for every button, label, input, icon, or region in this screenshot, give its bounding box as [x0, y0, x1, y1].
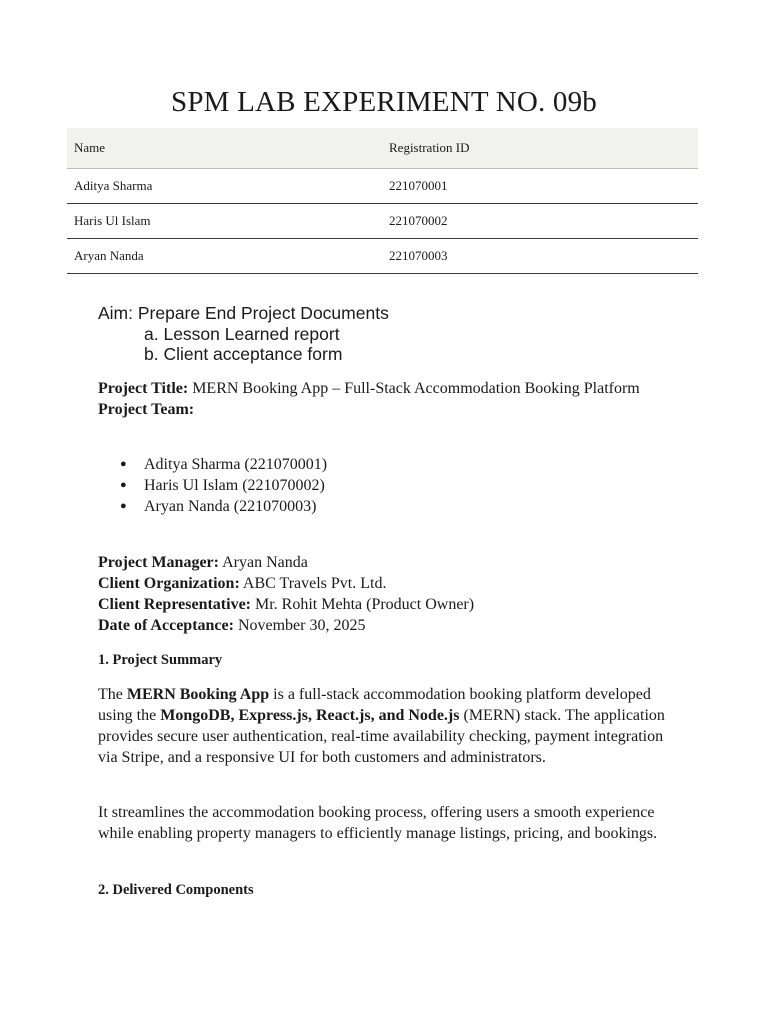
list-item: ● Aditya Sharma (221070001)	[120, 454, 327, 475]
project-details-block	[98, 552, 678, 636]
aim-section	[98, 303, 389, 365]
date-of-acceptance-label: Date of Acceptance:	[98, 617, 234, 634]
date-of-acceptance-line	[98, 615, 678, 636]
members-table	[67, 128, 698, 274]
cell-name: Aryan Nanda	[67, 239, 382, 274]
project-title-line	[98, 378, 678, 399]
project-manager-line	[98, 552, 678, 573]
delivered-components-heading: 2. Delivered Components	[98, 882, 254, 898]
project-title-label: Project Title:	[98, 380, 189, 397]
summary-stack: MongoDB, Express.js, React.js, and Node.js	[160, 707, 460, 724]
project-summary-paragraph-2	[98, 802, 670, 844]
cell-registration-id: 221070003	[382, 239, 698, 274]
client-representative-label: Client Representative:	[98, 596, 251, 613]
project-manager-value: Aryan Nanda	[218, 554, 308, 571]
summary-text: is a full-stack accommodation booking platform developed using the	[98, 686, 651, 724]
project-team-label: Project Team:	[98, 401, 195, 418]
aim-item-client-acceptance: b. Client acceptance form	[144, 344, 343, 364]
table-header-row	[67, 128, 698, 169]
cell-name: Haris Ul Islam	[67, 204, 382, 239]
header-name: Name	[67, 128, 382, 169]
table-row	[67, 239, 698, 274]
summary-app-name: MERN Booking App	[126, 686, 270, 703]
team-list	[120, 454, 327, 517]
table-row	[67, 204, 698, 239]
cell-registration-id: 221070002	[382, 204, 698, 239]
client-organization-label: Client Organization:	[98, 575, 240, 592]
project-manager-label: Project Manager:	[98, 554, 219, 571]
project-summary-paragraph-1	[98, 684, 670, 768]
client-representative-line	[98, 594, 678, 615]
list-item: ● Aryan Nanda (221070003)	[120, 496, 327, 517]
aim-item-lesson-learned: a. Lesson Learned report	[144, 323, 340, 344]
aim-line: Aim: Prepare End Project Documents	[98, 303, 389, 323]
summary-text: It streamlines the accommodation booking process, offering users a smooth experience while enabling property managers to efficiently manage listings, pricing, and bookings.	[98, 804, 658, 842]
table-row	[67, 169, 698, 204]
client-representative-value: Mr. Rohit Mehta (Product Owner)	[251, 596, 475, 613]
list-item: ● Haris Ul Islam (221070002)	[120, 475, 327, 496]
date-of-acceptance-value: November 30, 2025	[233, 617, 366, 634]
client-organization-value: ABC Travels Pvt. Ltd.	[239, 575, 387, 592]
project-summary-heading: 1. Project Summary	[98, 652, 223, 668]
page-title: SPM LAB EXPERIMENT NO. 09b	[170, 86, 597, 118]
header-registration-id: Registration ID	[382, 128, 698, 169]
cell-registration-id: 221070001	[382, 169, 698, 204]
client-organization-line	[98, 573, 678, 594]
project-title-block	[98, 378, 678, 420]
project-team-line	[98, 399, 678, 420]
cell-name: Aditya Sharma	[67, 169, 382, 204]
summary-text: The	[98, 686, 127, 703]
project-title-value: MERN Booking App – Full-Stack Accommodation Booking Platform	[188, 380, 640, 397]
summary-text: (MERN) stack. The application provides secure user authentication, real-time availability checking, payment integration via Stripe, and a responsive UI for both customers and administrators.	[98, 707, 665, 766]
